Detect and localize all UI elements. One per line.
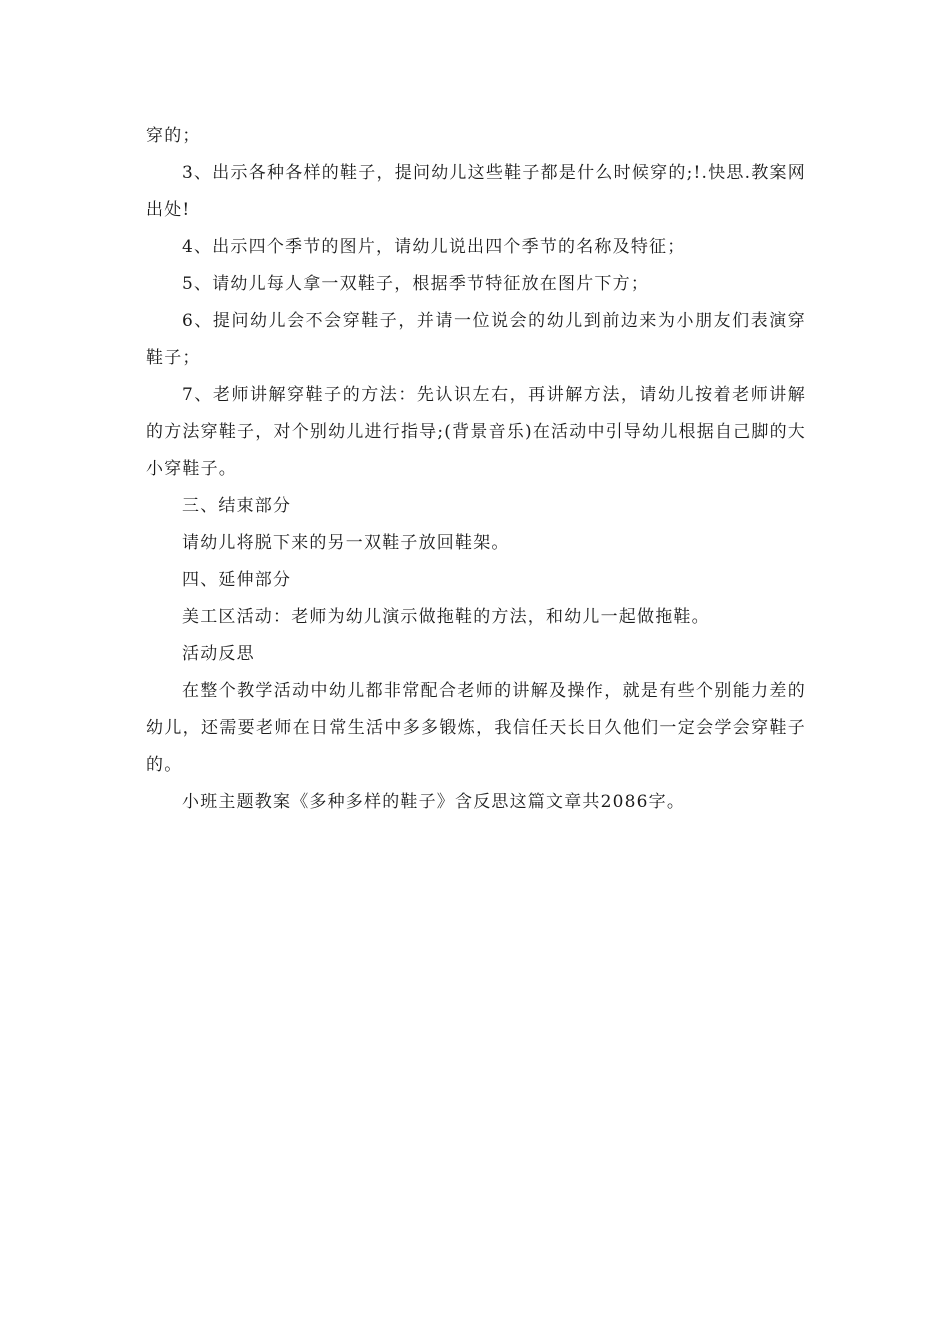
paragraph-step-5: 5、请幼儿每人拿一双鞋子，根据季节特征放在图片下方； bbox=[182, 274, 650, 294]
paragraph-step-4: 4、出示四个季节的图片，请幼儿说出四个季节的名称及特征； bbox=[182, 237, 686, 257]
paragraph-step-7: 7、老师讲解穿鞋子的方法：先认识左右，再讲解方法，请幼儿按着老师讲解的方法穿鞋子，对个别幼儿进行指导;(背景音乐)在活动中引导幼儿根据自己脚的大小穿鞋子。 bbox=[146, 385, 806, 479]
section-heading-extension: 四、延伸部分 bbox=[182, 570, 292, 590]
paragraph-step-3: 3、出示各种各样的鞋子，提问幼儿这些鞋子都是什么时候穿的;!.快思.教案网出处! bbox=[146, 163, 806, 220]
document-body bbox=[146, 118, 806, 821]
paragraph-extension: 美工区活动：老师为幼儿演示做拖鞋的方法，和幼儿一起做拖鞋。 bbox=[182, 607, 710, 627]
paragraph-footer-note: 小班主题教案《多种多样的鞋子》含反思这篇文章共2086字。 bbox=[182, 792, 686, 812]
section-heading-reflection: 活动反思 bbox=[182, 644, 255, 664]
paragraph-continuation: 穿的； bbox=[146, 126, 201, 146]
paragraph-ending: 请幼儿将脱下来的另一双鞋子放回鞋架。 bbox=[182, 533, 510, 553]
section-heading-ending: 三、结束部分 bbox=[182, 496, 292, 516]
paragraph-step-6: 6、提问幼儿会不会穿鞋子，并请一位说会的幼儿到前边来为小朋友们表演穿鞋子； bbox=[146, 311, 806, 368]
paragraph-reflection: 在整个教学活动中幼儿都非常配合老师的讲解及操作，就是有些个别能力差的幼儿，还需要老师在日常生活中多多锻炼，我信任天长日久他们一定会学会穿鞋子的。 bbox=[146, 681, 806, 775]
